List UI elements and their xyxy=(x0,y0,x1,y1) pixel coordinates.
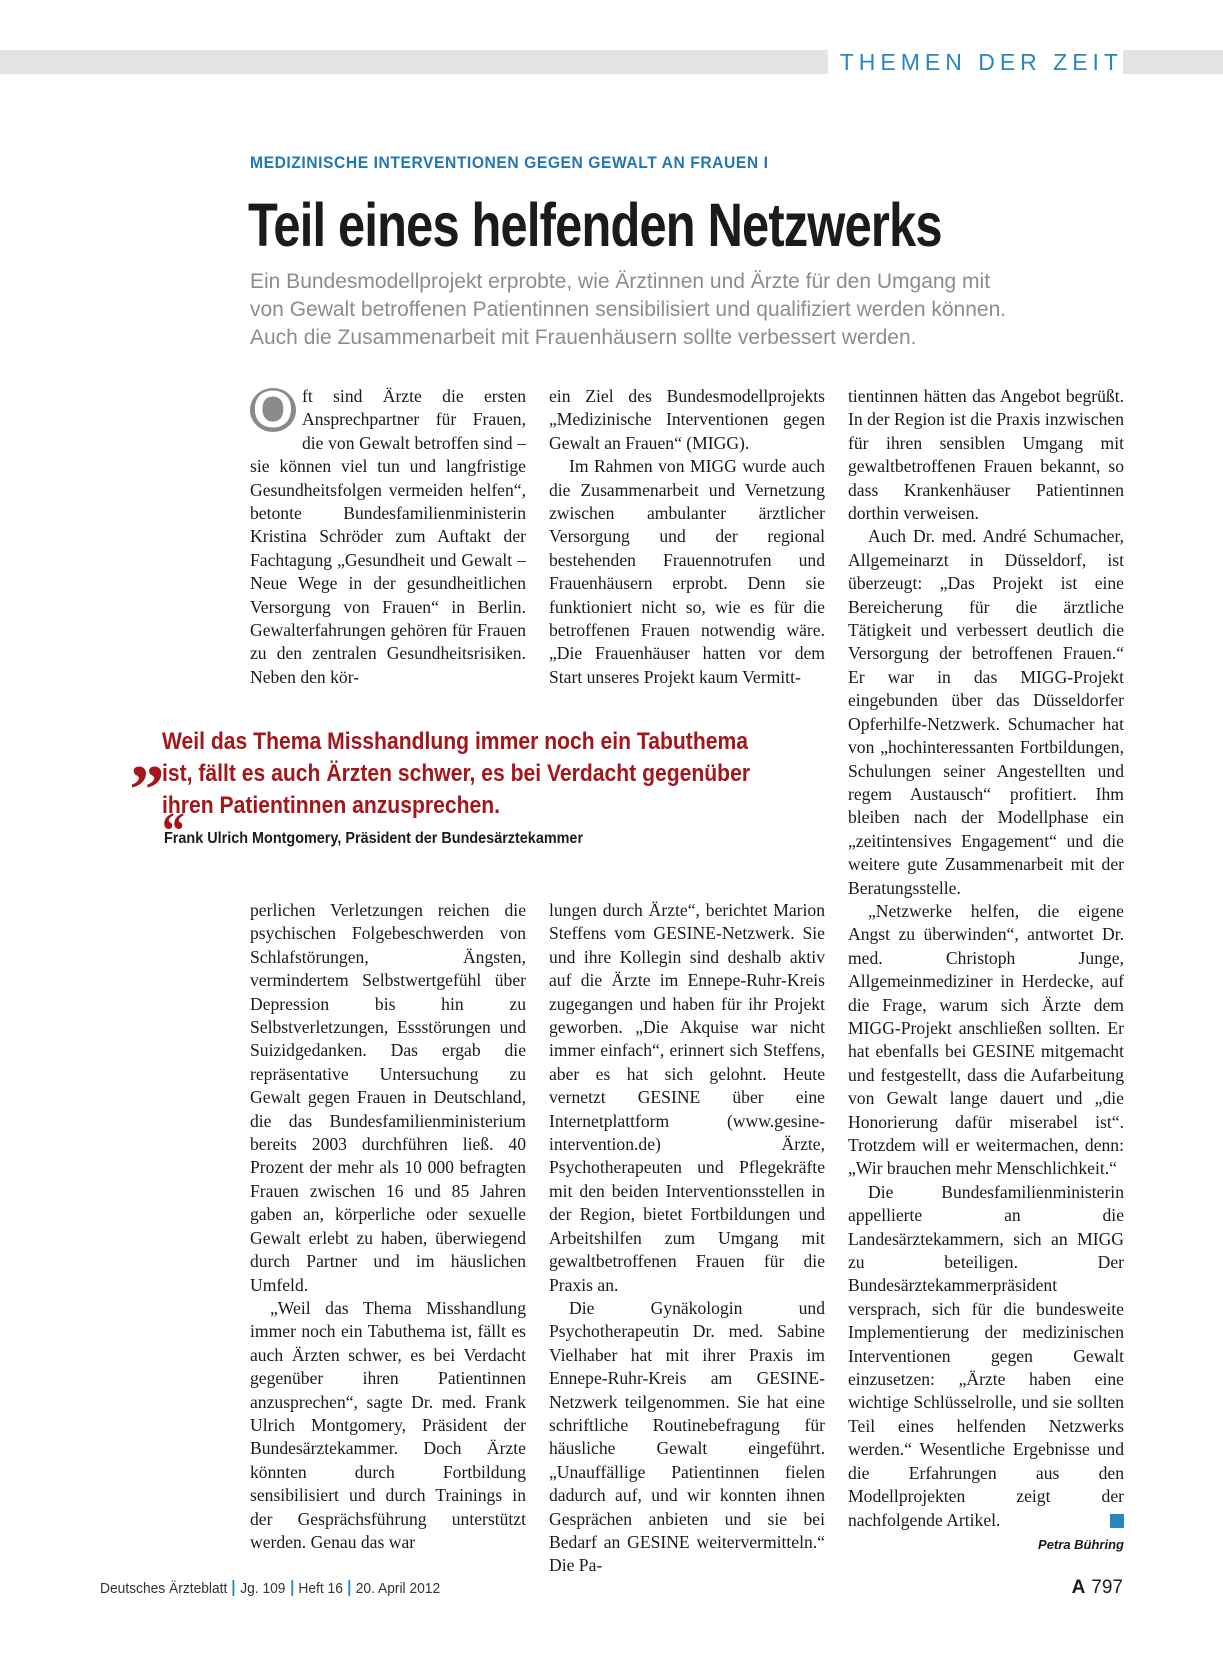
paragraph: „Netzwerke helfen, die eigene Angst zu überwinden“, antwortet Dr. med. Christoph Junge, Allgemeinmediziner in Herdecke, auf die Frage, warum sich Ärzte dem MIGG-Projekt anschließen sollten. Er hat ebenfalls bei GESINE mitgemacht und festgestellt, dass die Aufarbeitung von Gewalt lange dauert und „die Honorierung dafür miserabel ist“. Trotzdem will er weitermachen, denn: „Wir brauchen mehr Menschlichkeit.“ xyxy=(848,900,1124,1179)
article-lead xyxy=(250,268,1110,352)
pull-quote-line: Weil das Thema Misshandlung immer noch ein Tabuthema xyxy=(162,728,748,755)
paragraph: ein Ziel des Bundesmodellprojekts „Medizinische Interventionen gegen Gewalt an Frauen“ (MIGG). xyxy=(549,386,825,453)
page-footer xyxy=(100,1580,440,1597)
paragraph: „Weil das Thema Misshandlung immer noch ein Tabuthema ist, fällt es auch Ärzten schwer, es bei Verdacht gegenüber ihren Patientinnen anzusprechen“, sagte Dr. med. Frank Ulrich Montgomery, Präsident der Bundesärztekammer. Doch Ärzte könnten durch Fortbildung sensibilisiert und durch Trainings in der Gesprächsführung unterstützt werden. Genau das war xyxy=(250,1297,526,1552)
pull-quote-line: ihren Patientinnen anzusprechen. “ xyxy=(162,790,750,842)
lead-line: von Gewalt betroffenen Patientinnen sensibilisiert und qualifiziert werden können. xyxy=(250,298,1007,321)
journal-name: Deutsches Ärzteblatt xyxy=(100,1580,228,1597)
paragraph: Im Rahmen von MIGG wurde auch die Zusammenarbeit und Vernetzung zwischen ambulanter ärztlicher Versorgung und der regional bestehenden Frauennotrufen und Frauenhäusern erprobt. Denn sie funktioniert nicht so, wie es für die betroffenen Frauen notwendig wäre. „Die Frauenhäuser hatten vor dem Start unseres Projekt kaum Vermitt- xyxy=(549,456,825,687)
footer-separator xyxy=(348,1580,350,1596)
lead-line: Ein Bundesmodellprojekt erprobte, wie Ärztinnen und Ärzte für den Umgang mit xyxy=(250,270,991,293)
end-of-article-mark xyxy=(1110,1514,1124,1528)
journal-volume: Jg. 109 xyxy=(240,1580,286,1597)
paragraph-last xyxy=(848,1181,1124,1532)
pull-quote-line: ist, fällt es auch Ärzten schwer, es bei Verdacht gegenüber xyxy=(162,760,751,787)
lead-line: Auch die Zusammenarbeit mit Frauenhäusern sollte verbessert werden. xyxy=(250,326,917,349)
column-3 xyxy=(848,385,1124,1532)
paragraph: perlichen Verletzungen reichen die psychischen Folgebeschwerden von Schlafstörungen, Ängsten, vermindertem Selbstwertgefühl über Depression bis hin zu Selbstverletzungen, Essstörungen und Suizidgedanken. Das ergab die repräsentative Untersuchung zu Gewalt gegen Frauen in Deutschland, die das Bundesfamilienministerium bereits 2003 durchführen ließ. 40 Prozent der mehr als 10 000 befragten Frauen zwischen 16 und 85 Jahren gaben an, körperliche oder sexuelle Gewalt erlebt zu haben, überwiegend durch Partner und im häuslichen Umfeld. xyxy=(250,900,526,1295)
pull-quote-open-mark: „ xyxy=(130,716,165,793)
column-2-top xyxy=(549,385,825,689)
journal-date: 20. April 2012 xyxy=(355,1580,441,1597)
column-1-top xyxy=(250,381,526,689)
column-1-bottom xyxy=(250,899,526,1554)
paragraph: lungen durch Ärzte“, berichtet Marion Steffens vom GESINE-Netzwerk. Sie und ihre Kollegin sind deshalb aktiv auf die Ärzte im Ennepe-Ruhr-Kreis zugegangen und haben für ihr Projekt geworben. „Die Akquise war nicht immer einfach“, erinnert sich Steffens, aber es hat sich gelohnt. Heute vernetzt GESINE über eine Internetplattform (www.gesine-intervention.de) Ärzte, Psychotherapeuten und Pflegekräfte mit den beiden Interventionsstellen in der Region, bietet Fortbildungen und Arbeitshilfen zum Umgang mit gewaltbetroffenen Frauen für die Praxis an. xyxy=(549,900,825,1295)
pull-quote-close-mark: “ xyxy=(162,803,185,860)
section-label: THEMEN DER ZEIT xyxy=(828,48,1123,76)
page-number xyxy=(1072,1577,1123,1599)
pull-quote-attribution: Frank Ulrich Montgomery, Präsident der Bundesärztekammer xyxy=(164,830,584,847)
footer-separator xyxy=(291,1580,293,1596)
pull-quote-text xyxy=(162,726,751,860)
article-kicker: MEDIZINISCHE INTERVENTIONEN GEGEN GEWALT AN FRAUEN I xyxy=(250,153,769,172)
paragraph: ft sind Ärzte die ersten Ansprechpartner für Frauen, die von Gewalt betroffen sind – sie können viel tun und langfristige Gesundheitsfolgen vermeiden helfen“, betonte Bundesfamilienministerin Kristina Schröder zum Auftakt der Fachtagung „Gesundheit und Gewalt – Neue Wege in der gesundheitlichen Versorgung von Frauen“ in Berlin. Gewalterfahrungen gehören für Frauen zu den zentralen Gesundheitsrisiken. Neben den kör- xyxy=(250,386,526,687)
column-2-bottom xyxy=(549,899,825,1578)
paragraph: Auch Dr. med. André Schumacher, Allgemeinarzt in Düsseldorf, ist überzeugt: „Das Projekt ist eine Bereicherung für die ärztliche Tätigkeit und verbessert deutlich die Versorgung der betroffenen Frauen.“ Er war in das MIGG-Projekt eingebunden über das Düsseldorfer Opferhilfe-Netzwerk. Schumacher hat von „hochinteressanten Fortbildungen, Schulungen seiner Angestellten und regem Austausch“ profitiert. Ihm bleiben nach der Modellphase ein „zeitintensives Engagement“ und die weitere gute Zusammenarbeit mit der Beratungsstelle. xyxy=(848,526,1124,898)
page-number-value: 797 xyxy=(1091,1577,1123,1598)
drop-cap: O xyxy=(250,388,296,432)
footer-separator xyxy=(233,1580,235,1596)
article-title: Teil eines helfenden Netzwerks xyxy=(248,191,942,259)
paragraph: Die Gynäkologin und Psychotherapeutin Dr. med. Sabine Vielhaber hat mit ihrer Praxis im Ennepe-Ruhr-Kreis am GESINE-Netzwerk teilgenommen. Sie hat eine schriftliche Routinebefragung für häusliche Gewalt eingeführt. „Unauffällige Patientinnen fielen dadurch auf, und wir konnten ihnen Gesprächen anbieten und sie bei Bedarf an GESINE weitervermitteln.“ Die Pa- xyxy=(549,1297,825,1576)
paragraph: tientinnen hätten das Angebot begrüßt. In der Region ist die Praxis inzwischen für ihren sensiblen Umgang mit gewaltbetroffenen Frauen bekannt, so dass Krankenhäuser Patientinnen dorthin verweisen. xyxy=(848,386,1124,524)
page-prefix: A xyxy=(1071,1577,1086,1598)
paragraph-text: Die Bundesfamilienministerin appellierte an die Landesärztekammern, sich an MIGG zu beteiligen. Der Bundesärztekammerpräsident versprach, sich für die bundesweite Implementierung der medizinischen Interventionen gegen Gewalt einzusetzen: „Ärzte haben eine wichtige Schlüsselrolle, und sie sollten Teil eines helfenden Netzwerks werden.“ Wesentliche Ergebnisse und die Erfahrungen aus den Modellprojekten zeigt der nachfolgende Artikel. xyxy=(848,1181,1124,1530)
journal-issue: Heft 16 xyxy=(298,1580,343,1597)
author-byline: Petra Bühring xyxy=(1038,1537,1124,1552)
